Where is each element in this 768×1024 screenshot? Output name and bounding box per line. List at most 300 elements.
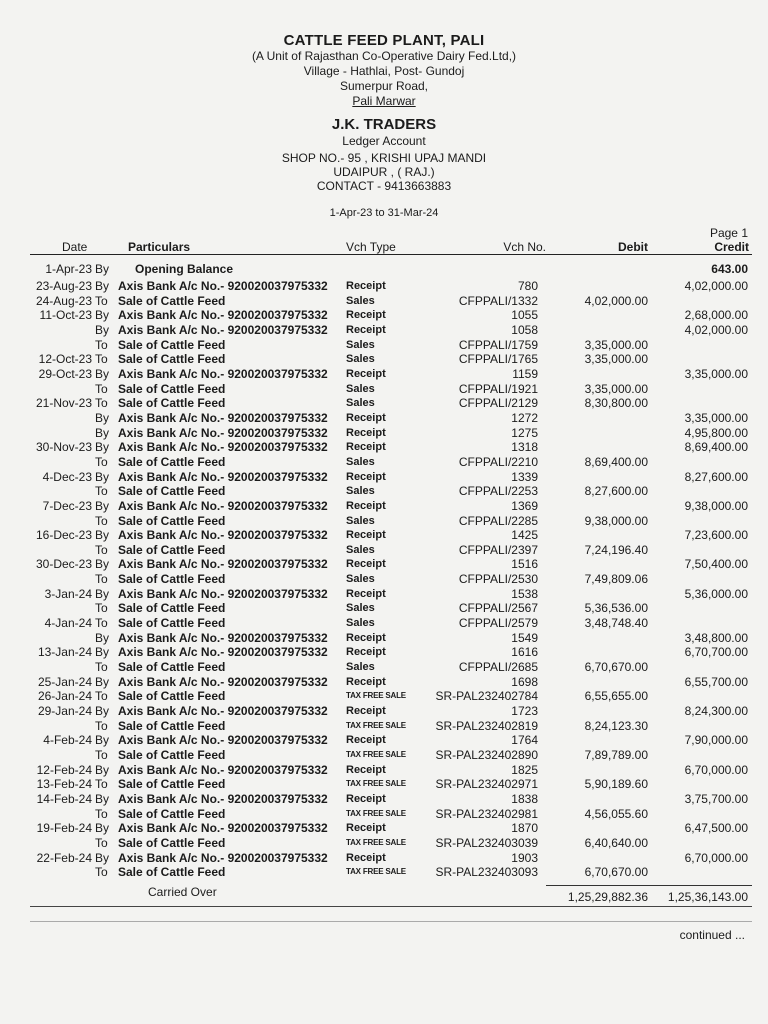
entry-particulars: Sale of Cattle Feed	[118, 396, 226, 411]
entry-date: 19-Feb-24	[36, 821, 92, 836]
entry-particulars: Axis Bank A/c No.- 920020037975332	[118, 366, 328, 381]
entry-credit: 6,70,000.00	[684, 762, 748, 777]
entry-direction: To	[95, 542, 108, 557]
entry-date: 21-Nov-23	[35, 396, 92, 411]
entry-vch-no: 1369	[511, 498, 538, 513]
entry-direction: To	[95, 689, 108, 704]
entry-vch-type: Receipt	[346, 470, 386, 483]
entry-vch-type: Sales	[346, 382, 375, 395]
entry-debit: 7,24,196.40	[584, 542, 648, 557]
header-divider	[30, 254, 752, 255]
column-header-vch-no: Vch No.	[503, 240, 546, 254]
ledger-period: 1-Apr-23 to 31-Mar-24	[329, 207, 439, 219]
continued-label: continued ...	[679, 928, 745, 942]
entry-particulars: Sale of Cattle Feed	[118, 806, 226, 821]
entry-date: 30-Dec-23	[35, 557, 92, 572]
entry-date: 16-Dec-23	[35, 528, 92, 543]
entry-vch-type: Sales	[346, 602, 375, 615]
entry-debit: 8,27,600.00	[584, 484, 648, 499]
table-row	[0, 426, 768, 441]
entry-direction: By	[95, 850, 110, 865]
party-address-2: UDAIPUR , ( RAJ.)	[333, 165, 435, 179]
entry-debit: 3,35,000.00	[584, 352, 648, 367]
entry-date: 25-Jan-24	[37, 674, 92, 689]
entry-direction: To	[95, 616, 108, 631]
entry-direction: By	[95, 440, 110, 455]
table-row	[0, 261, 768, 279]
entry-debit: 4,02,000.00	[584, 293, 648, 308]
entry-credit: 7,90,000.00	[684, 733, 748, 748]
entry-direction: By	[95, 733, 110, 748]
entry-debit: 6,55,655.00	[584, 689, 648, 704]
entry-particulars: Axis Bank A/c No.- 920020037975332	[118, 557, 328, 572]
table-row	[0, 308, 768, 323]
totals-divider	[546, 885, 752, 886]
entry-credit: 2,68,000.00	[684, 308, 748, 323]
entry-vch-no: CFPPALI/2567	[458, 601, 538, 616]
table-row	[0, 865, 768, 880]
table-row	[0, 470, 768, 485]
column-header-particulars: Particulars	[128, 240, 191, 254]
entry-vch-no: 1825	[511, 762, 538, 777]
table-row	[0, 367, 768, 382]
entry-vch-type: Sales	[346, 338, 375, 351]
entry-direction: By	[95, 308, 110, 323]
entry-particulars: Sale of Cattle Feed	[118, 454, 226, 469]
entry-direction: By	[95, 498, 110, 513]
address-line-3: Sumerpur Road,	[339, 79, 429, 93]
entry-debit: 5,90,189.60	[584, 777, 648, 792]
entry-vch-type: Sales	[346, 455, 375, 468]
entry-vch-no: SR-PAL232402890	[435, 748, 538, 762]
entry-debit: 7,49,809.06	[584, 572, 648, 587]
entry-date: 4-Dec-23	[42, 469, 92, 484]
entry-debit: 6,70,670.00	[584, 865, 648, 880]
entry-credit: 6,55,700.00	[684, 674, 748, 689]
entry-vch-no: 1538	[511, 586, 538, 601]
entry-direction: To	[95, 352, 108, 367]
entry-direction: To	[95, 513, 108, 528]
entry-date: 29-Oct-23	[38, 366, 92, 381]
entry-debit: 8,24,123.30	[584, 718, 648, 733]
entry-vch-no: CFPPALI/2285	[458, 513, 538, 528]
carried-over-label: Carried Over	[148, 885, 217, 899]
entry-particulars: Axis Bank A/c No.- 920020037975332	[118, 733, 328, 748]
entry-vch-no: CFPPALI/2210	[458, 454, 538, 469]
entry-vch-no: 1616	[511, 645, 538, 660]
entry-vch-type: Receipt	[346, 646, 386, 659]
entry-vch-no: SR-PAL232403093	[435, 865, 538, 880]
entry-vch-no: CFPPALI/1765	[458, 352, 538, 367]
entry-particulars: Axis Bank A/c No.- 920020037975332	[118, 586, 328, 601]
table-row	[0, 279, 768, 294]
entry-vch-type: TAX FREE SALE	[346, 867, 406, 877]
entry-vch-type: Sales	[346, 617, 375, 630]
entry-direction: By	[95, 821, 110, 836]
entry-direction: By	[95, 791, 110, 806]
entry-vch-no: 1870	[511, 821, 538, 836]
entry-vch-no: 1838	[511, 791, 538, 806]
entry-date: 7-Dec-23	[42, 498, 92, 513]
entry-vch-type: Receipt	[346, 763, 386, 776]
table-row	[0, 675, 768, 690]
table-row	[0, 763, 768, 778]
entry-direction: To	[95, 748, 108, 762]
entry-particulars: Sale of Cattle Feed	[118, 865, 226, 880]
table-row	[0, 557, 768, 572]
entry-particulars: Sale of Cattle Feed	[118, 660, 226, 675]
entry-vch-no: 1159	[512, 366, 538, 381]
entry-vch-type: TAX FREE SALE	[346, 750, 406, 759]
entry-vch-type: Receipt	[346, 705, 386, 718]
entry-date: 14-Feb-24	[36, 791, 92, 806]
entry-particulars: Axis Bank A/c No.- 920020037975332	[118, 528, 328, 543]
table-row	[0, 543, 768, 558]
table-row	[0, 748, 768, 763]
entry-vch-type: Receipt	[346, 499, 386, 512]
entry-direction: By	[95, 425, 110, 440]
entry-direction: By	[95, 586, 110, 601]
entry-particulars: Axis Bank A/c No.- 920020037975332	[118, 645, 328, 660]
entry-vch-no: CFPPALI/2253	[458, 484, 538, 499]
entry-direction: By	[95, 469, 110, 484]
entry-vch-type: TAX FREE SALE	[346, 691, 406, 701]
entry-vch-no: SR-PAL232402981	[435, 806, 538, 821]
entry-particulars: Sale of Cattle Feed	[118, 601, 226, 616]
entry-date: 4-Feb-24	[43, 733, 92, 748]
entry-vch-type: Sales	[346, 514, 375, 527]
entry-particulars: Axis Bank A/c No.- 920020037975332	[118, 821, 328, 836]
entry-vch-no: 780	[517, 279, 538, 293]
entry-direction: By	[95, 410, 110, 425]
table-row	[0, 601, 768, 616]
entry-credit: 4,95,800.00	[684, 425, 748, 440]
entry-direction: To	[95, 718, 108, 733]
entry-particulars: Sale of Cattle Feed	[118, 689, 226, 704]
table-row	[0, 689, 768, 704]
entry-debit: 3,48,748.40	[584, 616, 648, 631]
entry-direction: By	[95, 262, 110, 276]
table-row	[0, 719, 768, 734]
column-header-date: Date	[62, 240, 88, 254]
table-row	[0, 660, 768, 675]
entry-vch-type: Receipt	[346, 587, 386, 600]
entry-vch-type: Receipt	[346, 631, 386, 644]
entry-direction: To	[95, 484, 108, 499]
entry-direction: To	[95, 572, 108, 587]
entry-credit: 7,50,400.00	[684, 557, 748, 572]
entry-vch-type: Receipt	[346, 675, 386, 688]
entry-direction: To	[95, 660, 108, 675]
table-row	[0, 396, 768, 411]
entry-vch-no: 1903	[511, 850, 538, 865]
entry-credit: 3,48,800.00	[684, 630, 748, 645]
entry-credit: 3,35,000.00	[684, 410, 748, 425]
ledger-table	[0, 261, 768, 880]
entry-vch-type: Receipt	[346, 734, 386, 747]
entry-vch-no: 1764	[511, 733, 538, 748]
entry-direction: To	[95, 806, 108, 821]
table-row	[0, 836, 768, 851]
entry-particulars: Axis Bank A/c No.- 920020037975332	[118, 630, 328, 645]
entry-debit: 5,36,536.00	[584, 601, 648, 616]
table-row	[0, 382, 768, 397]
entry-direction: To	[95, 777, 108, 792]
entry-particulars: Sale of Cattle Feed	[118, 748, 226, 762]
address-line-1: (A Unit of Rajasthan Co-Operative Dairy Fed.Ltd,)	[251, 49, 517, 63]
table-row	[0, 499, 768, 514]
column-header-vch-type: Vch Type	[346, 240, 396, 254]
entry-vch-type: TAX FREE SALE	[346, 837, 406, 847]
entry-debit: 4,56,055.60	[584, 806, 648, 821]
table-row	[0, 294, 768, 309]
entry-date: 24-Aug-23	[35, 293, 92, 308]
entry-vch-no: CFPPALI/1921	[458, 381, 538, 396]
entry-vch-no: SR-PAL232402971	[435, 777, 538, 792]
entry-vch-type: Receipt	[346, 367, 386, 380]
entry-credit: 6,70,700.00	[684, 645, 748, 660]
entry-particulars: Sale of Cattle Feed	[118, 381, 226, 396]
entry-credit: 8,27,600.00	[684, 469, 748, 484]
entry-particulars: Sale of Cattle Feed	[118, 513, 226, 528]
entry-vch-type: Sales	[346, 661, 375, 674]
entry-debit: 6,70,670.00	[584, 660, 648, 675]
entry-vch-type: Sales	[346, 397, 375, 410]
entry-vch-no: CFPPALI/2530	[458, 572, 538, 587]
entry-date: 30-Nov-23	[35, 440, 92, 455]
entry-particulars: Axis Bank A/c No.- 920020037975332	[118, 469, 328, 484]
table-row	[0, 514, 768, 529]
entry-particulars: Axis Bank A/c No.- 920020037975332	[118, 440, 328, 455]
entry-particulars: Axis Bank A/c No.- 920020037975332	[118, 791, 328, 806]
entry-date: 1-Apr-23	[45, 262, 92, 276]
entry-credit: 6,70,000.00	[684, 850, 748, 865]
entry-vch-type: TAX FREE SALE	[346, 779, 406, 789]
entry-credit: 3,35,000.00	[684, 366, 748, 381]
entry-vch-no: SR-PAL232402784	[435, 689, 538, 704]
entry-vch-no: CFPPALI/2685	[458, 660, 538, 675]
entry-credit: 5,36,000.00	[684, 586, 748, 601]
table-row	[0, 704, 768, 719]
entry-debit: 7,89,789.00	[584, 748, 648, 762]
table-row	[0, 645, 768, 660]
table-row	[0, 631, 768, 646]
entry-direction: By	[95, 674, 110, 689]
entry-vch-no: 1275	[511, 425, 538, 440]
entry-date: 29-Jan-24	[37, 704, 92, 719]
table-row	[0, 440, 768, 455]
table-row	[0, 455, 768, 470]
entry-vch-type: Sales	[346, 294, 375, 307]
entry-particulars: Sale of Cattle Feed	[118, 835, 226, 850]
entry-direction: To	[95, 454, 108, 469]
entry-vch-type: Receipt	[346, 851, 386, 864]
ledger-title: Ledger Account	[342, 134, 426, 148]
entry-particulars: Sale of Cattle Feed	[118, 337, 226, 352]
entry-direction: To	[95, 835, 108, 850]
entry-debit: 9,38,000.00	[584, 513, 648, 528]
total-debit: 1,25,29,882.36	[567, 890, 648, 904]
entry-debit: 8,69,400.00	[584, 454, 648, 469]
entry-direction: To	[95, 601, 108, 616]
party-name: J.K. TRADERS	[331, 116, 437, 133]
entry-vch-type: TAX FREE SALE	[346, 720, 406, 730]
footer-divider	[30, 906, 752, 907]
entry-direction: To	[95, 865, 108, 880]
entry-particulars: Axis Bank A/c No.- 920020037975332	[118, 308, 328, 323]
entry-vch-no: SR-PAL232403039	[435, 835, 538, 850]
entry-particulars: Sale of Cattle Feed	[118, 718, 226, 733]
entry-vch-type: TAX FREE SALE	[346, 808, 406, 818]
entry-direction: By	[95, 704, 110, 719]
entry-date: 22-Feb-24	[36, 850, 92, 865]
entry-direction: By	[95, 762, 110, 777]
entry-vch-type: Sales	[346, 353, 375, 366]
entry-vch-no: 1549	[511, 630, 538, 645]
entry-direction: To	[95, 337, 108, 352]
entry-particulars: Opening Balance	[135, 262, 234, 276]
entry-direction: By	[95, 322, 110, 337]
entry-credit: 4,02,000.00	[684, 322, 748, 337]
entry-vch-no: CFPPALI/2579	[458, 616, 538, 631]
table-row	[0, 528, 768, 543]
entry-direction: To	[95, 293, 108, 308]
entry-vch-no: 1058	[511, 322, 538, 337]
entry-credit: 6,47,500.00	[684, 821, 748, 836]
entry-particulars: Axis Bank A/c No.- 920020037975332	[118, 704, 328, 719]
footer-divider-light	[30, 921, 752, 922]
entry-particulars: Sale of Cattle Feed	[118, 484, 226, 499]
address-line-2: Village - Hathlai, Post- Gundoj	[303, 64, 465, 78]
entry-debit: 6,40,640.00	[584, 835, 648, 850]
entry-vch-type: Receipt	[346, 529, 386, 542]
column-header-credit: Credit	[714, 240, 749, 254]
entry-vch-no: CFPPALI/1759	[458, 337, 538, 352]
table-row	[0, 352, 768, 367]
table-row	[0, 851, 768, 866]
table-row	[0, 777, 768, 792]
entry-particulars: Sale of Cattle Feed	[118, 352, 226, 367]
table-row	[0, 792, 768, 807]
entry-vch-type: Receipt	[346, 411, 386, 424]
entry-vch-no: 1055	[511, 308, 538, 323]
entry-credit: 9,38,000.00	[684, 498, 748, 513]
entry-credit: 3,75,700.00	[684, 791, 748, 806]
entry-debit: 3,35,000.00	[584, 381, 648, 396]
entry-vch-no: 1339	[511, 469, 538, 484]
entry-particulars: Axis Bank A/c No.- 920020037975332	[118, 762, 328, 777]
table-row	[0, 807, 768, 822]
entry-vch-type: Receipt	[346, 426, 386, 439]
entry-particulars: Axis Bank A/c No.- 920020037975332	[118, 425, 328, 440]
entry-direction: By	[95, 645, 110, 660]
entry-date: 23-Aug-23	[35, 279, 92, 293]
entry-direction: By	[95, 630, 110, 645]
entry-direction: To	[95, 381, 108, 396]
table-row	[0, 411, 768, 426]
entry-particulars: Axis Bank A/c No.- 920020037975332	[118, 674, 328, 689]
entry-date: 13-Feb-24	[36, 777, 92, 792]
entry-vch-type: Receipt	[346, 558, 386, 571]
entry-date: 12-Feb-24	[36, 762, 92, 777]
entry-vch-no: CFPPALI/1332	[458, 293, 538, 308]
entry-vch-no: 1318	[511, 440, 538, 455]
entry-vch-no: CFPPALI/2397	[458, 542, 538, 557]
entry-date: 4-Jan-24	[44, 616, 92, 631]
entry-vch-type: Sales	[346, 485, 375, 498]
entry-particulars: Sale of Cattle Feed	[118, 616, 226, 631]
entry-debit: 8,30,800.00	[584, 396, 648, 411]
entry-credit: 643.00	[711, 262, 748, 276]
entry-credit: 8,69,400.00	[684, 440, 748, 455]
entry-particulars: Axis Bank A/c No.- 920020037975332	[118, 850, 328, 865]
table-row	[0, 338, 768, 353]
entry-vch-type: Receipt	[346, 441, 386, 454]
entry-particulars: Sale of Cattle Feed	[118, 777, 226, 792]
entry-vch-no: 1698	[511, 674, 538, 689]
party-contact: CONTACT - 9413663883	[316, 179, 452, 193]
entry-vch-no: 1425	[511, 528, 538, 543]
entry-date: 11-Oct-23	[39, 308, 92, 323]
entry-particulars: Axis Bank A/c No.- 920020037975332	[118, 498, 328, 513]
table-row	[0, 616, 768, 631]
entry-date: 13-Jan-24	[37, 645, 92, 660]
entry-particulars: Axis Bank A/c No.- 920020037975332	[118, 279, 328, 293]
table-row	[0, 733, 768, 748]
entry-date: 26-Jan-24	[37, 689, 92, 704]
entry-credit: 8,24,300.00	[684, 704, 748, 719]
entry-particulars: Sale of Cattle Feed	[118, 293, 226, 308]
entry-direction: To	[95, 396, 108, 411]
party-address-1: SHOP NO.- 95 , KRISHI UPAJ MANDI	[281, 151, 487, 165]
address-line-4: Pali Marwar	[352, 94, 416, 108]
entry-vch-type: Receipt	[346, 309, 386, 322]
entry-date: 12-Oct-23	[38, 352, 92, 367]
entry-direction: By	[95, 366, 110, 381]
table-row	[0, 821, 768, 836]
entry-direction: By	[95, 279, 110, 293]
entry-vch-type: Receipt	[346, 323, 386, 336]
total-credit: 1,25,36,143.00	[667, 890, 748, 904]
entry-vch-type: Receipt	[346, 280, 386, 292]
table-row	[0, 587, 768, 602]
entry-vch-no: CFPPALI/2129	[458, 396, 538, 411]
entry-vch-type: Receipt	[346, 822, 386, 835]
entry-particulars: Sale of Cattle Feed	[118, 542, 226, 557]
entry-vch-type: Receipt	[346, 792, 386, 805]
column-header-debit: Debit	[618, 240, 648, 254]
entry-direction: By	[95, 528, 110, 543]
entry-vch-no: 1272	[511, 410, 538, 425]
entry-debit: 3,35,000.00	[584, 337, 648, 352]
entry-date: 3-Jan-24	[44, 586, 92, 601]
entry-vch-no: 1723	[511, 704, 538, 719]
page-number: Page 1	[709, 226, 748, 240]
entry-credit: 4,02,000.00	[684, 279, 748, 293]
company-name: CATTLE FEED PLANT, PALI	[283, 32, 485, 49]
entry-particulars: Axis Bank A/c No.- 920020037975332	[118, 410, 328, 425]
table-row	[0, 484, 768, 499]
entry-vch-no: SR-PAL232402819	[435, 718, 538, 733]
entry-vch-no: 1516	[511, 557, 538, 572]
entry-vch-type: Sales	[346, 543, 375, 556]
entry-credit: 7,23,600.00	[684, 528, 748, 543]
entry-particulars: Sale of Cattle Feed	[118, 572, 226, 587]
entry-vch-type: Sales	[346, 573, 375, 586]
entry-particulars: Axis Bank A/c No.- 920020037975332	[118, 322, 328, 337]
table-row	[0, 323, 768, 338]
table-row	[0, 572, 768, 587]
